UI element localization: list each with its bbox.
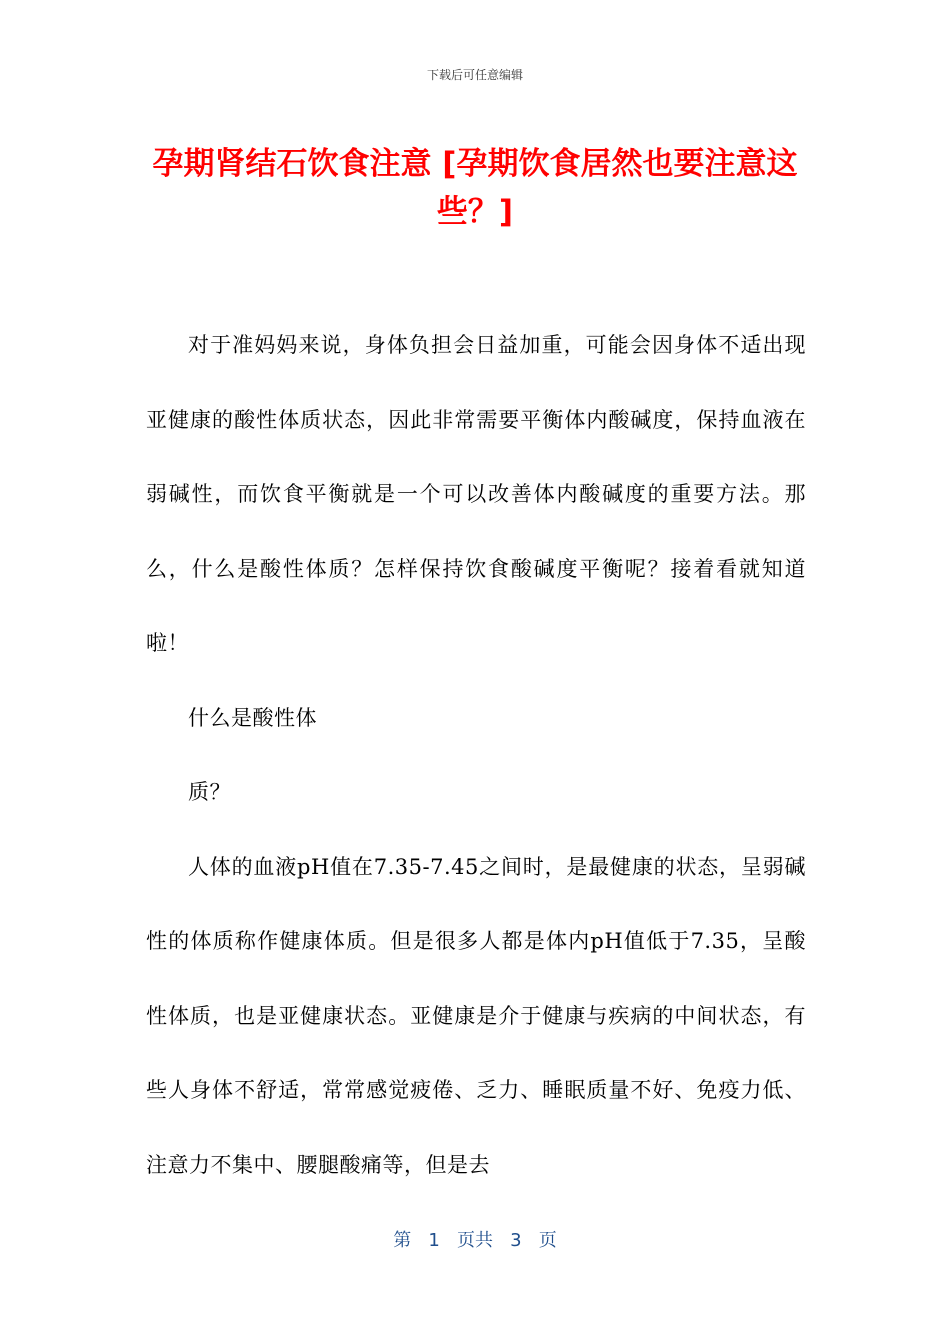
paragraph-ph-explanation: 人体的血液pH值在7.35-7.45之间时，是最健康的状态，呈弱碱性的体质称作健康体质。但是很多人都是体内pH值低于7.35，呈酸性体质，也是亚健康状态。亚健康是介于健康与疾病的中间状态，有些人身体不舒适，常常感觉疲倦、乏力、睡眠质量不好、免疫力低、注意力不集中、腰腿酸痛等，但是去 — [146, 854, 806, 1177]
paragraph-intro: 对于准妈妈来说，身体负担会日益加重，可能会因身体不适出现亚健康的酸性体质状态，因此非常需要平衡体内酸碱度，保持血液在弱碱性，而饮食平衡就是一个可以改善体内酸碱度的重要方法。那么，什么是酸性体质？怎样保持饮食酸碱度平衡呢？接着看就知道啦！ — [146, 333, 806, 655]
footer-current-page: 1 — [428, 1230, 440, 1251]
document-title: 孕期肾结石饮食注意 [孕期饮食居然也要注意这些？] — [152, 146, 798, 230]
footer-total-pages: 3 — [510, 1230, 522, 1251]
paragraph-heading-part1: 什么是酸性体 — [188, 705, 317, 730]
footer-label-end: 页 — [538, 1230, 557, 1251]
footer-label-page: 第 — [393, 1230, 412, 1251]
page-footer — [0, 1226, 950, 1252]
document-body — [146, 308, 806, 1202]
footer-label-total: 页共 — [457, 1230, 493, 1251]
paragraph-heading-part2: 质？ — [188, 780, 231, 804]
header-note: 下载后可任意编辑 — [426, 68, 523, 82]
